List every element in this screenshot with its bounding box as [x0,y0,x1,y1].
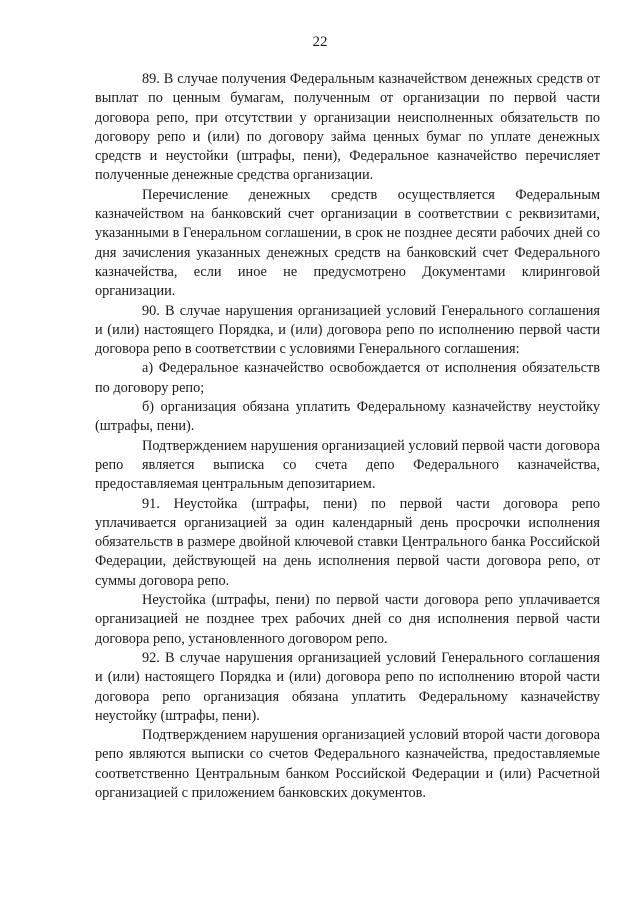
document-body [95,70,600,803]
paragraph-penalty-payment-term: Неустойка (штрафы, пени) по первой части договора репо уплачивается организацией не позднее трех рабочих дней со дня исполнения первой части договора репо, установленного договором репо. [95,592,600,647]
paragraph-90: 90. В случае нарушения организацией условий Генерального соглашения и (или) настоящего Порядка, и (или) договора репо по исполнению первой части договора репо в соответствии с условиями Генерального соглашения: [95,302,600,358]
paragraph-90-item-b: б) организация обязана уплатить Федеральному казначейству неустойку (штрафы, пени). [95,399,600,435]
paragraph-first-part-confirmation: Подтверждением нарушения организацией условий первой части договора репо является выписка со счета депо Федерального казначейства, предоставляемая центральным депозитарием. [95,437,600,493]
paragraph-89: 89. В случае получения Федеральным казначейством денежных средств от выплат по ценным бумагам, полученным от организации по первой части договора репо, при отсутствии у организации неисполненных обязательств по договору репо и (или) по договору займа ценных бумаг по уплате денежных средств и неустойки (штрафы, пени), Федеральное казначейство перечисляет полученные денежные средства организации. [95,71,600,184]
paragraph-transfer-details: Перечисление денежных средств осуществляется Федеральным казначейством на банковский счет организации в соответствии с реквизитами, указанными в Генеральном соглашении, в срок не позднее десяти рабочих дней со дня зачисления указанных денежных средств на банковский счет Федерального казначейства, если иное не предусмотрено Документами клиринговой организации. [95,186,600,300]
page-number: 22 [312,34,328,50]
paragraph-second-part-confirmation: Подтверждением нарушения организацией условий второй части договора репо являются выписки со счетов Федерального казначейства, предоставляемые соответственно Центральным банком Российской Федерации и (или) Расчетной организацией с приложением банковских документов. [95,727,600,801]
paragraph-92: 92. В случае нарушения организацией условий Генерального соглашения и (или) настоящего Порядка и (или) договора репо по исполнению второй части договора репо организация обязана уплатить Федеральному казначейству неустойку (штрафы, пени). [95,649,600,724]
paragraph-90-item-a: а) Федеральное казначейство освобождается от исполнения обязательств по договору репо; [95,360,600,396]
paragraph-91: 91. Неустойка (штрафы, пени) по первой части договора репо уплачивается организацией за один календарный день просрочки исполнения обязательств в размере двойной ключевой ставки Центрального банка Российской Федерации, действующей на день исполнения первой части договора репо, от суммы договора репо. [95,495,600,589]
